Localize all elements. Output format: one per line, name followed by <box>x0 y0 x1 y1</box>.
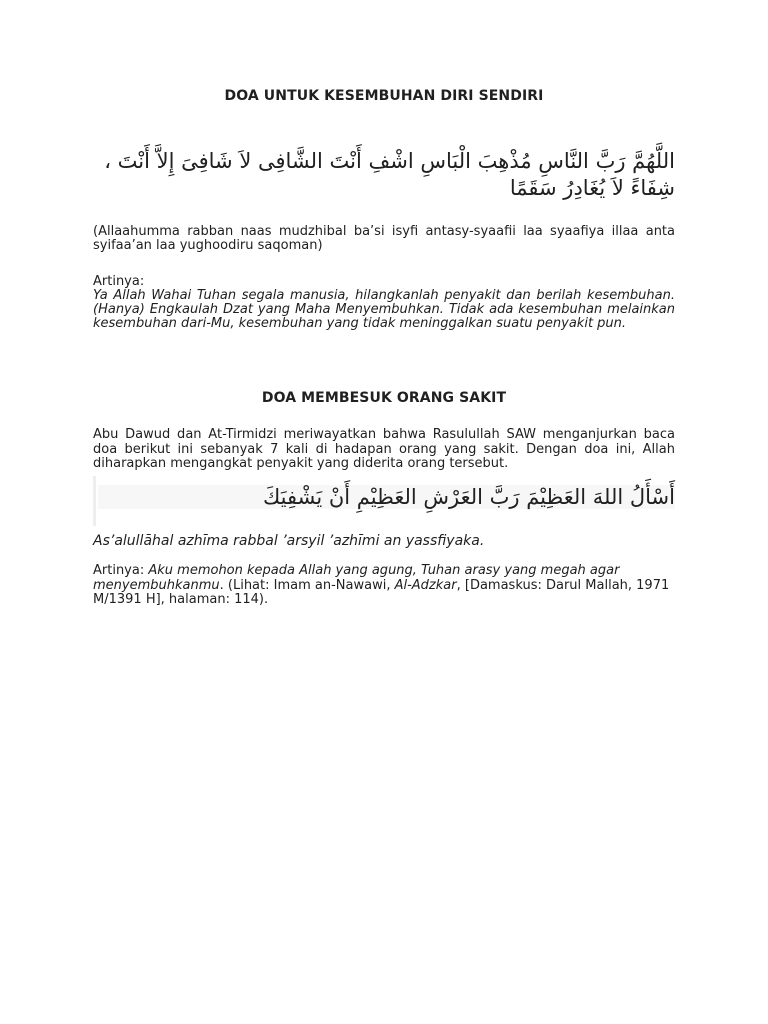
reference-book-title: Al-Adzkar <box>394 577 457 593</box>
meaning-label-membesuk: Artinya: <box>93 563 145 578</box>
meaning-membesuk <box>93 564 675 608</box>
section-title-membesuk: DOA MEMBESUK ORANG SAKIT <box>261 390 507 406</box>
arabic-prayer-kesembuhan: اللَّهُمَّ رَبَّ النَّاسِ مُذْهِبَ الْبَاسِ اشْفِ أَنْتَ الشَّافِى لاَ شَافِىَ إِلاَّ أَنْتَ ، شِفَاءً لاَ يُغَادِرُ سَقَمًا <box>104 149 675 200</box>
intro-membesuk: Abu Dawud dan At-Tirmidzi meriwayatkan bahwa Rasulullah SAW menganjurkan baca doa berikut ini sebanyak 7 kali di hadapan orang yang sakit. Dengan doa ini, Allah diharapkan mengangkat penyakit yang diderita orang tersebut. <box>93 427 675 471</box>
meaning-kesembuhan: Ya Allah Wahai Tuhan segala manusia, hilangkanlah penyakit dan berilah kesembuhan. (Hanya) Engkaulah Dzat yang Maha Menyembuhkan. Tidak ada kesembuhan melainkan kesembuhan dari-Mu, kesembuhan yang tidak meninggalkan suatu penyakit pun. <box>93 288 675 331</box>
transliteration-membesuk: As’alullāhal azhīma rabbal ’arsyil ’azhīmi an yassfiyaka. <box>93 533 485 549</box>
arabic-prayer-quote <box>93 476 675 526</box>
reference-prefix: . (Lihat: Imam an-Nawawi, <box>219 577 395 593</box>
meaning-label-kesembuhan: Artinya: <box>93 274 145 289</box>
arabic-prayer-membesuk: أَسْأَلُ اللهَ العَظِيْمَ رَبَّ العَرْشِ العَظِيْمِ أَنْ يَشْفِيَكَ <box>98 485 675 509</box>
section-title-kesembuhan: DOA UNTUK KESEMBUHAN DIRI SENDIRI <box>224 88 544 104</box>
meaning-text-membesuk: Aku memohon kepada Allah yang agung, Tuhan arasy yang megah agar menyembuhkanmu <box>93 563 620 593</box>
reference-suffix: , [Damaskus: Darul Mallah, 1971 M/1391 H], halaman: 114). <box>93 577 670 607</box>
transliteration-kesembuhan: (Allaahumma rabban naas mudzhibal ba’si isyfi antasy-syaafii laa syaafiya illaa anta syifaa’an laa yughoodiru saqoman) <box>93 224 675 253</box>
